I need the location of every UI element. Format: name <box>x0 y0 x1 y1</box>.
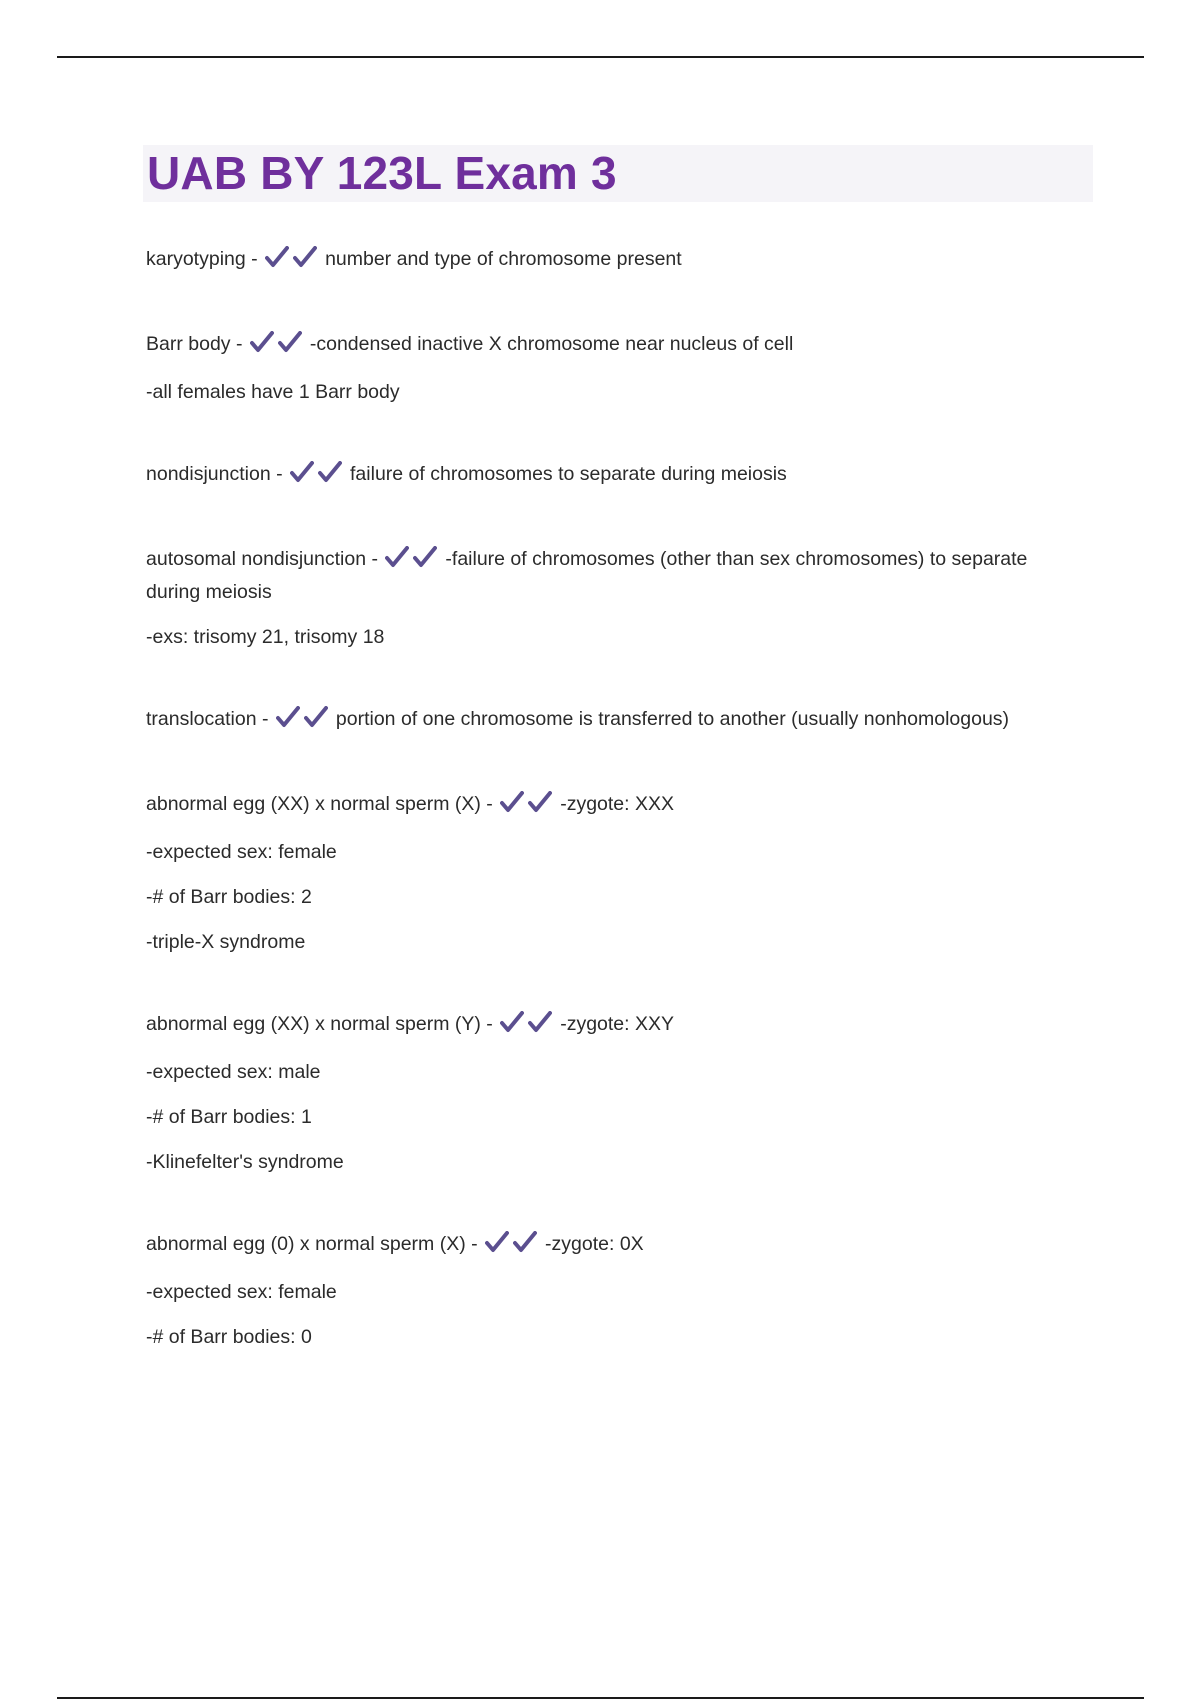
flashcard-definition: -triple-X syndrome <box>146 931 306 953</box>
flashcard-first-line <box>146 704 1076 737</box>
check-marks <box>290 461 346 492</box>
flashcard-term: abnormal egg (XX) x normal sperm (X) - <box>146 793 493 815</box>
flashcard-detail-line <box>146 1277 1076 1307</box>
flashcard-detail-line <box>146 927 1076 957</box>
flashcard-definition: -all females have 1 Barr body <box>146 381 400 403</box>
check-mark-icon <box>278 331 302 353</box>
flashcard-entry <box>146 1009 1076 1177</box>
flashcard-definition: -expected sex: male <box>146 1061 321 1083</box>
check-mark-icon <box>513 1231 537 1253</box>
flashcard-term: abnormal egg (XX) x normal sperm (Y) - <box>146 1013 493 1035</box>
check-mark-icon <box>385 546 409 568</box>
flashcard-entry <box>146 789 1076 957</box>
flashcard-definition: -zygote: 0X <box>545 1233 644 1255</box>
flashcard-definition: -zygote: XXY <box>560 1013 675 1035</box>
flashcard-definition: number and type of chromosome present <box>325 248 682 270</box>
page-title: UAB BY 123L Exam 3 <box>147 147 617 199</box>
check-marks <box>385 546 441 577</box>
flashcard-definition: -# of Barr bodies: 1 <box>146 1106 312 1128</box>
check-marks <box>276 706 332 737</box>
flashcard-definition: -# of Barr bodies: 2 <box>146 886 312 908</box>
flashcard-entry <box>146 459 1076 492</box>
check-marks <box>485 1231 541 1262</box>
check-mark-icon <box>265 246 289 268</box>
flashcard-first-line <box>146 244 1076 277</box>
flashcard-term: nondisjunction - <box>146 463 283 485</box>
flashcard-definition: -# of Barr bodies: 0 <box>146 1326 312 1348</box>
flashcard-entry <box>146 329 1076 407</box>
flashcard-detail-line <box>146 1057 1076 1087</box>
flashcard-detail-line <box>146 377 1076 407</box>
bottom-rule <box>57 1697 1144 1699</box>
flashcard-definition: -Klinefelter's syndrome <box>146 1151 344 1173</box>
check-mark-icon <box>485 1231 509 1253</box>
check-mark-icon <box>293 246 317 268</box>
flashcard-first-line <box>146 329 1076 362</box>
flashcard-entry <box>146 1229 1076 1352</box>
flashcard-term: abnormal egg (0) x normal sperm (X) - <box>146 1233 478 1255</box>
check-mark-icon <box>250 331 274 353</box>
top-rule <box>57 56 1144 58</box>
flashcard-detail-line <box>146 1102 1076 1132</box>
flashcard-first-line <box>146 459 1076 492</box>
check-marks <box>265 246 321 277</box>
flashcard-definition: portion of one chromosome is transferred to another (usually nonhomologous) <box>335 708 1010 730</box>
check-marks <box>250 331 306 362</box>
flashcard-detail-line <box>146 622 1076 652</box>
check-mark-icon <box>304 706 328 728</box>
flashcard-term: translocation - <box>146 708 269 730</box>
flashcard-entry <box>146 244 1076 277</box>
check-marks <box>500 791 556 822</box>
flashcard-definition: -expected sex: female <box>146 1281 337 1303</box>
flashcard-definition: -zygote: XXX <box>560 793 675 815</box>
flashcard-definition: -expected sex: female <box>146 841 337 863</box>
check-mark-icon <box>276 706 300 728</box>
flashcard-first-line <box>146 544 1076 607</box>
check-mark-icon <box>413 546 437 568</box>
flashcard-term: Barr body - <box>146 333 243 355</box>
flashcard-detail-line <box>146 1322 1076 1352</box>
check-mark-icon <box>318 461 342 483</box>
flashcard-definition: -failure of chromosomes (other than sex chromosomes) to separate during meiosis <box>146 548 1028 603</box>
flashcard-first-line <box>146 1229 1076 1262</box>
flashcard-term: autosomal nondisjunction - <box>146 548 378 570</box>
check-mark-icon <box>500 1011 524 1033</box>
flashcard-definition: failure of chromosomes to separate during meiosis <box>350 463 787 485</box>
flashcard-definition: -condensed inactive X chromosome near nucleus of cell <box>309 333 794 355</box>
flashcard-detail-line <box>146 882 1076 912</box>
flashcard-detail-line <box>146 1147 1076 1177</box>
flashcard-term: karyotyping - <box>146 248 258 270</box>
flashcard-entry <box>146 704 1076 737</box>
check-marks <box>500 1011 556 1042</box>
check-mark-icon <box>528 791 552 813</box>
flashcard-list <box>146 244 1076 1404</box>
flashcard-first-line <box>146 789 1076 822</box>
flashcard-definition: -exs: trisomy 21, trisomy 18 <box>146 626 385 648</box>
flashcard-entry <box>146 544 1076 652</box>
flashcard-detail-line <box>146 837 1076 867</box>
check-mark-icon <box>500 791 524 813</box>
flashcard-first-line <box>146 1009 1076 1042</box>
check-mark-icon <box>290 461 314 483</box>
check-mark-icon <box>528 1011 552 1033</box>
